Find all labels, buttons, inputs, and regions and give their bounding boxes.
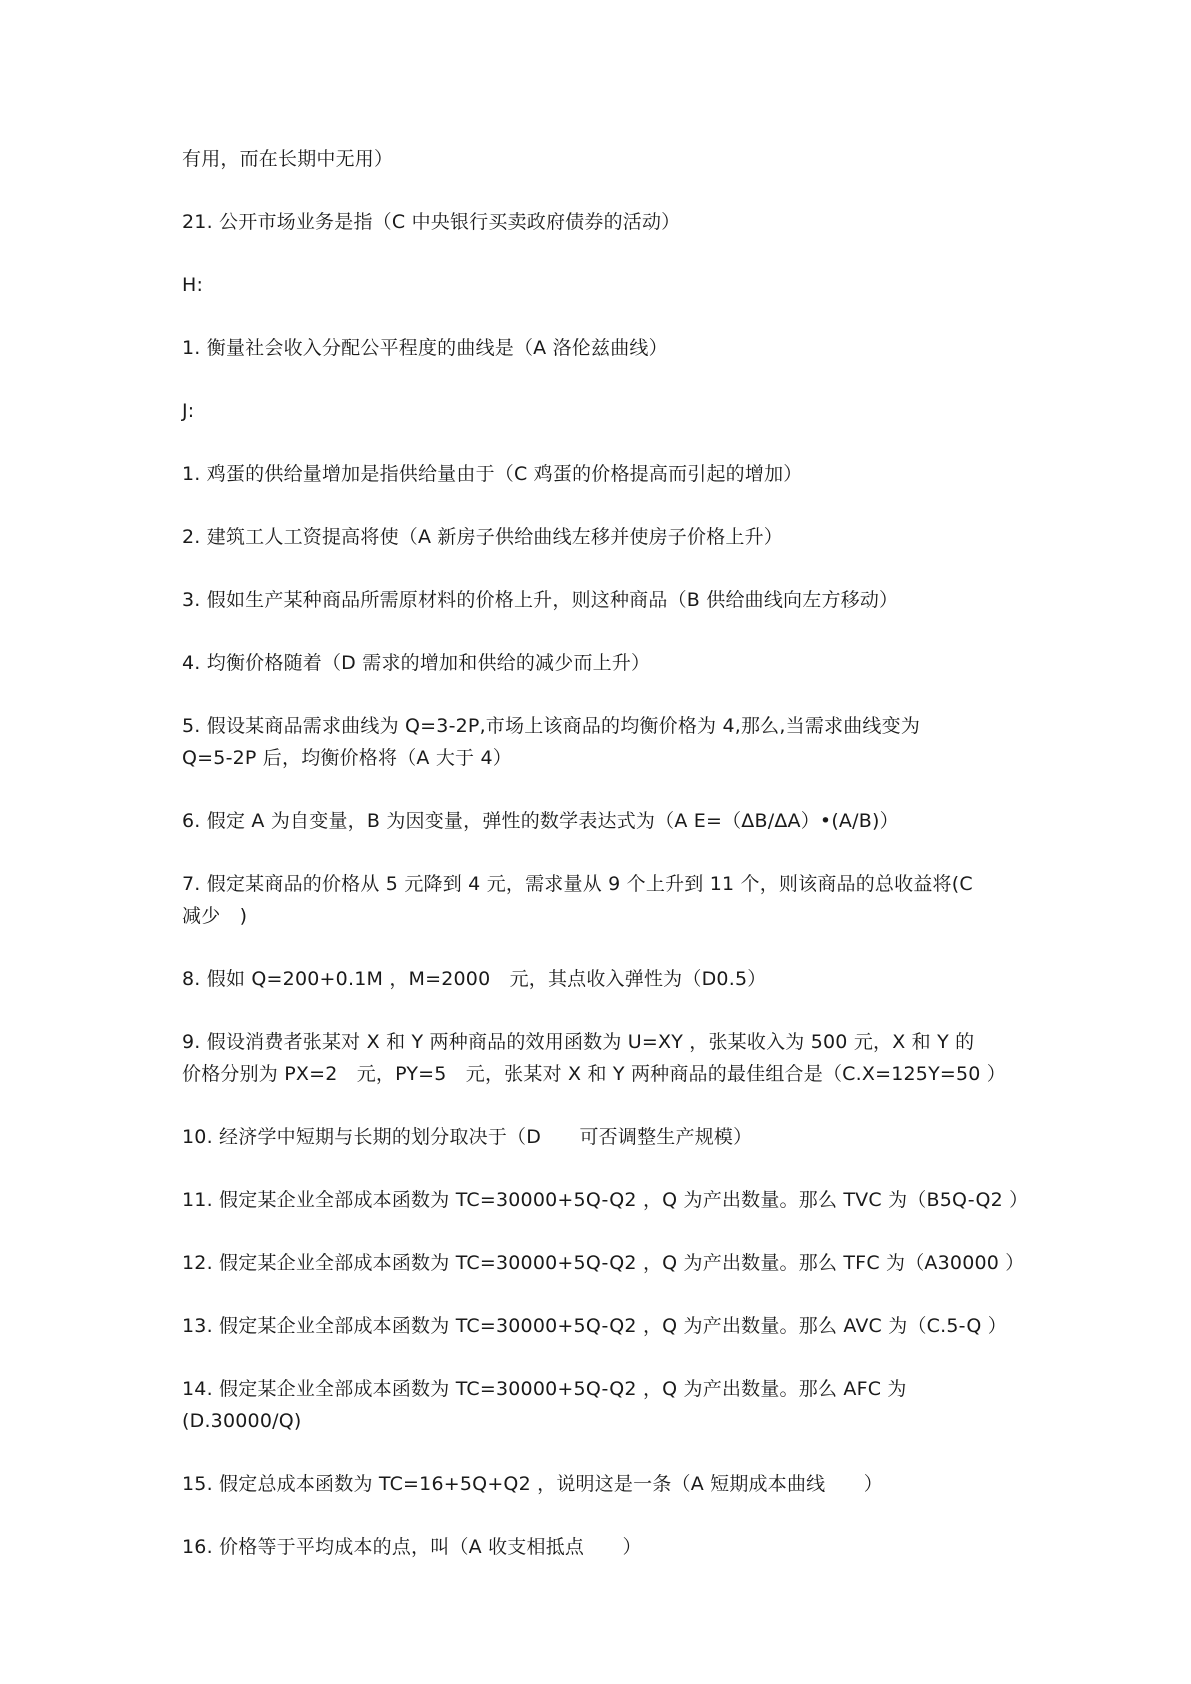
paragraph <box>182 143 1022 175</box>
text-line: 8. 假如 Q=200+0.1M ，M=2000 元，其点收入弹性为（D0.5） <box>182 968 767 990</box>
paragraph <box>182 1468 1022 1500</box>
text-line: H: <box>182 274 204 296</box>
text-line: 有用，而在长期中无用） <box>182 148 394 170</box>
text-line: 4. 均衡价格随着（D 需求的增加和供给的减少而上升） <box>182 652 651 674</box>
paragraph <box>182 963 1022 995</box>
paragraph <box>182 458 1022 490</box>
text-line: 2. 建筑工人工资提高将使（A 新房子供给曲线左移并使房子价格上升） <box>182 526 784 548</box>
paragraph <box>182 1373 1022 1437</box>
paragraph <box>182 1184 1029 1216</box>
text-line: Q=5-2P 后，均衡价格将（A 大于 4） <box>182 747 512 769</box>
text-line: 5. 假设某商品需求曲线为 Q=3-2P,市场上该商品的均衡价格为 4,那么,当需求曲线变为 <box>182 715 921 737</box>
text-line: 11. 假定某企业全部成本函数为 TC=30000+5Q-Q2 ，Q 为产出数量。那么 TVC 为（B5Q-Q2 ） <box>182 1189 1029 1211</box>
paragraph <box>182 1121 1022 1153</box>
text-line: 10. 经济学中短期与长期的划分取决于（D 可否调整生产规模） <box>182 1126 753 1148</box>
text-line: 16. 价格等于平均成本的点，叫（A 收支相抵点 ） <box>182 1536 642 1558</box>
text-line: 14. 假定某企业全部成本函数为 TC=30000+5Q-Q2 ，Q 为产出数量。那么 AFC 为(D.30000/Q) <box>182 1378 907 1432</box>
text-line: 9. 假设消费者张某对 X 和 Y 两种商品的效用函数为 U=XY ，张某收入为 500 元，X 和 Y 的 <box>182 1031 975 1053</box>
paragraph <box>182 521 1022 553</box>
text-line: 15. 假定总成本函数为 TC=16+5Q+Q2 ，说明这是一条（A 短期成本曲线 ） <box>182 1473 883 1495</box>
text-line: 13. 假定某企业全部成本函数为 TC=30000+5Q-Q2 ，Q 为产出数量。那么 AVC 为（C.5-Q ） <box>182 1315 1008 1337</box>
paragraph <box>182 868 1022 932</box>
paragraph <box>182 805 1022 837</box>
paragraph <box>182 269 1022 301</box>
paragraph <box>182 1531 1022 1563</box>
paragraph <box>182 647 1022 679</box>
document-body <box>182 143 1029 1594</box>
paragraph <box>182 206 1022 238</box>
paragraph <box>182 584 1022 616</box>
text-line: 12. 假定某企业全部成本函数为 TC=30000+5Q-Q2 ，Q 为产出数量。那么 TFC 为（A30000 ） <box>182 1252 1025 1274</box>
paragraph <box>182 1026 1022 1090</box>
text-line: 价格分别为 PX=2 元，PY=5 元，张某对 X 和 Y 两种商品的最佳组合是（C.X=125Y=50 ） <box>182 1063 1007 1085</box>
paragraph <box>182 395 1022 427</box>
text-line: 3. 假如生产某种商品所需原材料的价格上升，则这种商品（B 供给曲线向左方移动） <box>182 589 899 611</box>
paragraph <box>182 710 1022 774</box>
text-line: 减少 ) <box>182 905 248 927</box>
paragraph <box>182 1247 1025 1279</box>
paragraph <box>182 1310 1022 1342</box>
text-line: 7. 假定某商品的价格从 5 元降到 4 元，需求量从 9 个上升到 11 个，则该商品的总收益将(C <box>182 873 973 895</box>
text-line: J: <box>182 400 195 422</box>
text-line: 21. 公开市场业务是指（C 中央银行买卖政府债券的活动） <box>182 211 681 233</box>
text-line: 1. 衡量社会收入分配公平程度的曲线是（A 洛伦兹曲线） <box>182 337 668 359</box>
text-line: 1. 鸡蛋的供给量增加是指供给量由于（C 鸡蛋的价格提高而引起的增加） <box>182 463 803 485</box>
paragraph <box>182 332 1022 364</box>
text-line: 6. 假定 A 为自变量，B 为因变量，弹性的数学表达式为（A E=（ΔB/ΔA）•(A/B)） <box>182 810 899 832</box>
